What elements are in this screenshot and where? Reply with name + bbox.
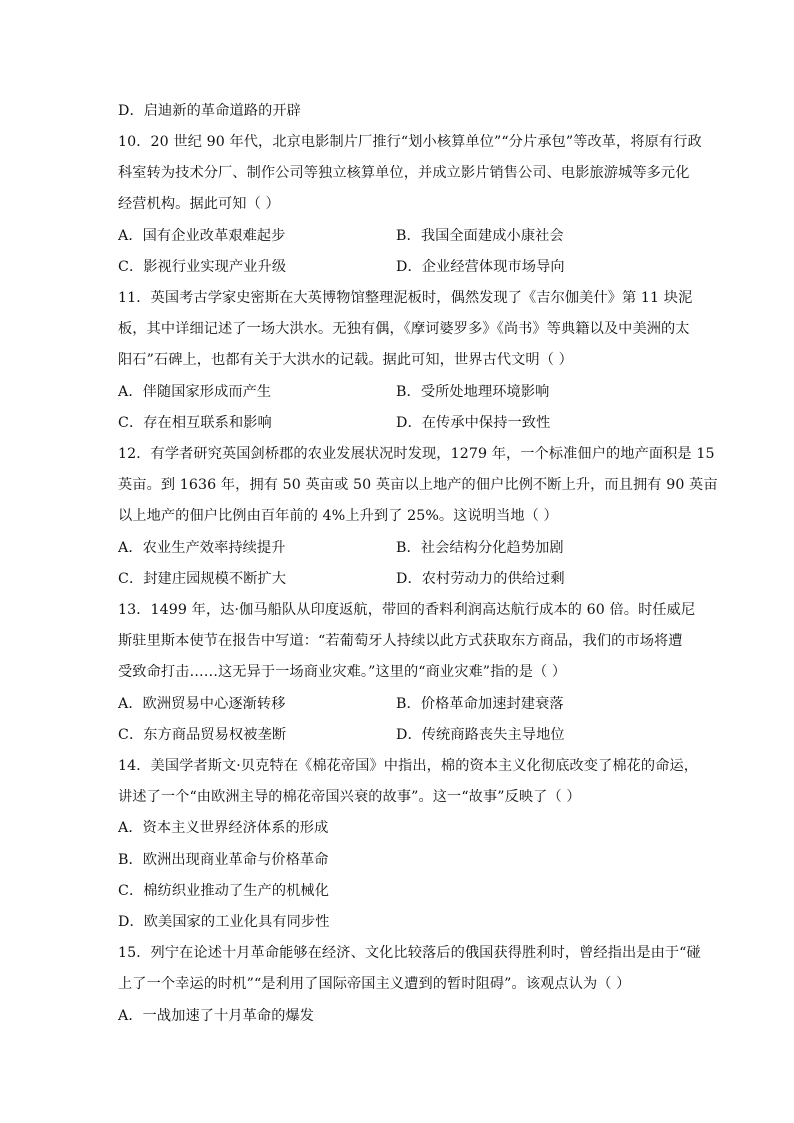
- question-12-option-c: C．封建庄园规模不断扩大: [118, 571, 287, 587]
- question-12-stem: 以上地产的佃户比例由百年前的 4%上升到了 25%。这说明当地（ ）: [118, 508, 558, 524]
- question-12-stem: 12．有学者研究英国剑桥郡的农业发展状况时发现，1279 年，一个标准佃户的地产面积是 15: [118, 446, 715, 462]
- question-10-option-d: D．企业经营体现市场导向: [396, 259, 565, 275]
- question-13-option-c: C．东方商品贸易权被垄断: [118, 727, 287, 743]
- question-12-option-d: D．农村劳动力的供给过剩: [396, 571, 565, 587]
- question-10-stem: 经营机构。据此可知（ ）: [118, 196, 280, 212]
- question-11-option-d: D．在传承中保持一致性: [396, 415, 551, 431]
- question-14-stem: 讲述了一个“由欧洲主导的棉花帝国兴衰的故事”。这一“故事”反映了（ ）: [118, 789, 581, 805]
- question-11-stem: 11．英国考古学家史密斯在大英博物馆整理泥板时，偶然发现了《吉尔伽美什》第 11 块泥: [118, 290, 693, 306]
- question-14-option-b: B．欧洲出现商业革命与价格革命: [118, 852, 329, 868]
- question-14-option-d: D．欧美国家的工业化具有同步性: [118, 914, 330, 930]
- question-10-option-a: A．国有企业改革艰难起步: [118, 228, 286, 244]
- question-14-option-c: C．棉纺织业推动了生产的机械化: [118, 883, 329, 899]
- question-12-option-a: A．农业生产效率持续提升: [118, 540, 286, 556]
- question-14-stem: 14．美国学者斯文·贝克特在《棉花帝国》中指出，棉的资本主义化彻底改变了棉花的命运，: [118, 758, 699, 774]
- question-11-option-c: C．存在相互联系和影响: [118, 415, 272, 431]
- question-13-stem: 13．1499 年，达·伽马船队从印度返航，带回的香料利润高达航行成本的 60 倍。时任威尼: [118, 602, 696, 618]
- question-11-stem: 板，其中详细记述了一场大洪水。无独有偶，《摩诃婆罗多》《尚书》等典籍以及中美洲的太: [118, 321, 690, 337]
- question-15-option-a: A．一战加速了十月革命的爆发: [118, 1008, 315, 1024]
- question-15-stem: 15．列宁在论述十月革命能够在经济、文化比较落后的俄国获得胜利时，曾经指出是由于“碰: [118, 945, 701, 961]
- question-11-option-a: A．伴随国家形成而产生: [118, 384, 272, 400]
- question-13-option-a: A．欧洲贸易中心逐渐转移: [118, 696, 286, 712]
- question-13-option-b: B．价格革命加速封建衰落: [396, 696, 564, 712]
- question-10-stem: 科室转为技术分厂、制作公司等独立核算单位，并成立影片销售公司、电影旅游城等多元化: [118, 165, 690, 181]
- question-13-option-d: D．传统商路丧失主导地位: [396, 727, 565, 743]
- question-15-stem: 上了一个幸运的时机”“是利用了国际帝国主义遭到的暂时阻碍”。该观点认为（ ）: [118, 976, 631, 992]
- question-14-option-a: A．资本主义世界经济体系的形成: [118, 820, 329, 836]
- question-10-option-b: B．我国全面建成小康社会: [396, 228, 564, 244]
- question-13-stem: 斯驻里斯本使节在报告中写道：“若葡萄牙人持续以此方式获取东方商品，我们的市场将遭: [118, 633, 683, 649]
- question-12-stem: 英亩。到 1636 年，拥有 50 英亩或 50 英亩以上地产的佃户比例不断上升，而且拥有 90 英亩: [118, 477, 718, 493]
- question-12-option-b: B．社会结构分化趋势加剧: [396, 540, 564, 556]
- question-10-option-c: C．影视行业实现产业升级: [118, 259, 287, 275]
- question-11-stem: 阳石”石碑上，也都有关于大洪水的记载。据此可知，世界古代文明（ ）: [118, 352, 573, 368]
- question-10-stem: 10．20 世纪 90 年代，北京电影制片厂推行“划小核算单位”“分片承包”等改革，将原有行政: [118, 134, 702, 150]
- question-13-stem: 受致命打击……这无异于一场商业灾难。”这里的“商业灾难”指的是（ ）: [118, 664, 567, 680]
- question-9-option-d: D．启迪新的革命道路的开辟: [118, 103, 301, 119]
- question-11-option-b: B．受所处地理环境影响: [396, 384, 550, 400]
